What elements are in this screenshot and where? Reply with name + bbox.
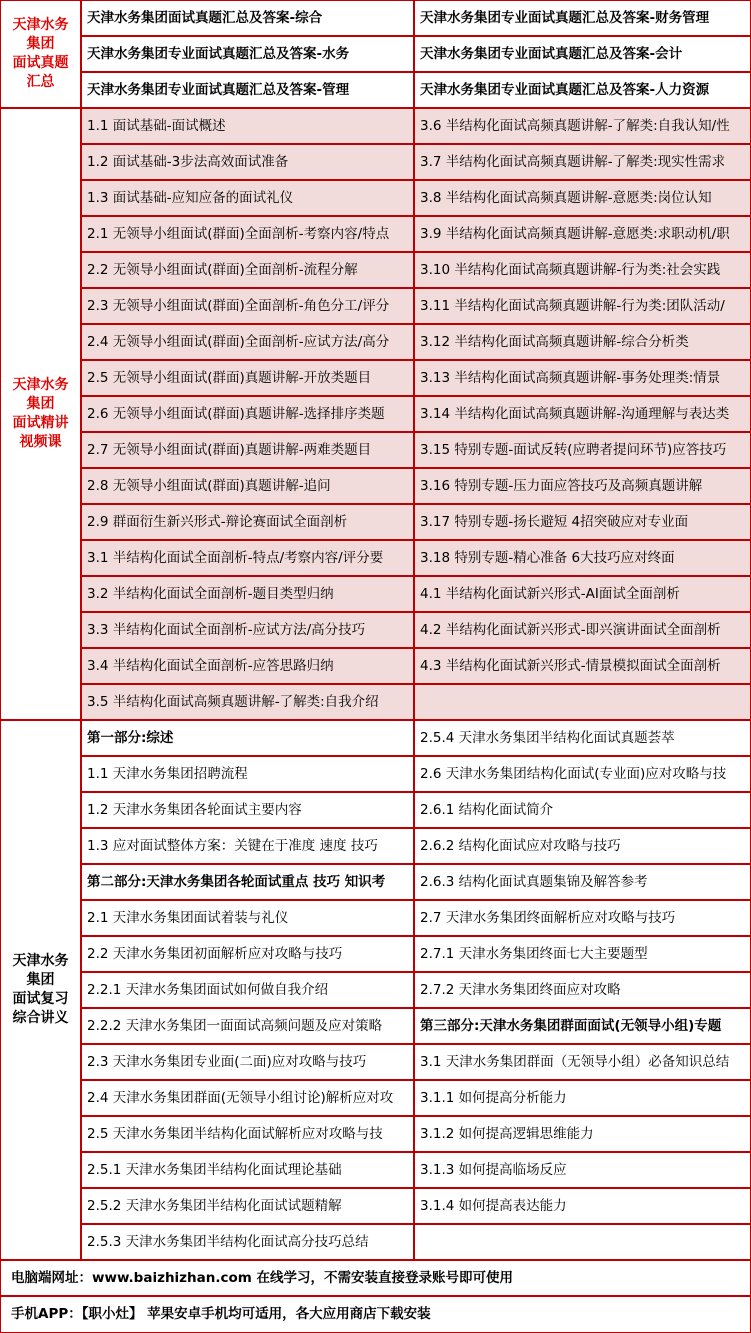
videos-right-item: 3.6 半结构化面试高频真题讲解-了解类:自我认知/性 bbox=[414, 108, 751, 144]
videos-left-item: 2.7 无领导小组面试(群面)真题讲解-两难类题目 bbox=[81, 432, 414, 468]
review-right-item: 3.1.4 如何提高表达能力 bbox=[414, 1188, 751, 1224]
videos-right-item: 3.13 半结构化面试高频真题讲解-事务处理类:情景 bbox=[414, 360, 751, 396]
videos-right-item: 3.16 特别专题-压力面应答技巧及高频真题讲解 bbox=[414, 468, 751, 504]
review-left-item: 1.1 天津水务集团招聘流程 bbox=[81, 756, 414, 792]
videos-right-item bbox=[414, 684, 751, 720]
review-left-item: 2.3 天津水务集团专业面(二面)应对攻略与技巧 bbox=[81, 1044, 414, 1080]
exams-right-item: 天津水务集团专业面试真题汇总及答案-财务管理 bbox=[414, 0, 751, 36]
exams-right-item: 天津水务集团专业面试真题汇总及答案-会计 bbox=[414, 36, 751, 72]
videos-right-item: 3.8 半结构化面试高频真题讲解-意愿类:岗位认知 bbox=[414, 180, 751, 216]
review-left-item: 2.5 天津水务集团半结构化面试解析应对攻略与技 bbox=[81, 1116, 414, 1152]
review-left-item: 1.3 应对面试整体方案：关键在于准度 速度 技巧 bbox=[81, 828, 414, 864]
review-left-item: 2.2 天津水务集团初面解析应对攻略与技巧 bbox=[81, 936, 414, 972]
footer-website: 电脑端网址：www.baizhizhan.com 在线学习，不需安装直接登录账号即可使用 bbox=[0, 1260, 751, 1296]
review-right-item bbox=[414, 1224, 751, 1260]
review-right-item: 第三部分:天津水务集团群面面试(无领导小组)专题 bbox=[414, 1008, 751, 1044]
review-left-item: 2.5.3 天津水务集团半结构化面试高分技巧总结 bbox=[81, 1224, 414, 1260]
review-left-item: 第一部分:综述 bbox=[81, 720, 414, 756]
videos-right-item: 3.10 半结构化面试高频真题讲解-行为类:社会实践 bbox=[414, 252, 751, 288]
videos-left-item: 3.4 半结构化面试全面剖析-应答思路归纳 bbox=[81, 648, 414, 684]
videos-left-item: 2.3 无领导小组面试(群面)全面剖析-角色分工/评分 bbox=[81, 288, 414, 324]
footer-app: 手机APP：【职小灶】 苹果安卓手机均可适用，各大应用商店下载安装 bbox=[0, 1296, 751, 1333]
review-right-item: 2.7 天津水务集团终面解析应对攻略与技巧 bbox=[414, 900, 751, 936]
review-right-item: 2.7.1 天津水务集团终面七大主要题型 bbox=[414, 936, 751, 972]
videos-left-item: 2.1 无领导小组面试(群面)全面剖析-考察内容/特点 bbox=[81, 216, 414, 252]
videos-left-item: 3.5 半结构化面试高频真题讲解-了解类:自我介绍 bbox=[81, 684, 414, 720]
videos-left-item: 1.2 面试基础-3步法高效面试准备 bbox=[81, 144, 414, 180]
category-review: 天津水务 集团 面试复习 综合讲义 bbox=[0, 720, 81, 1260]
exams-left-item: 天津水务集团专业面试真题汇总及答案-管理 bbox=[81, 72, 414, 108]
exams-left-item: 天津水务集团专业面试真题汇总及答案-水务 bbox=[81, 36, 414, 72]
videos-left-item: 3.3 半结构化面试全面剖析-应试方法/高分技巧 bbox=[81, 612, 414, 648]
review-right-item: 2.6.1 结构化面试简介 bbox=[414, 792, 751, 828]
videos-right-item: 3.17 特别专题-扬长避短 4招突破应对专业面 bbox=[414, 504, 751, 540]
review-right-item: 3.1.2 如何提高逻辑思维能力 bbox=[414, 1116, 751, 1152]
videos-left-item: 2.4 无领导小组面试(群面)全面剖析-应试方法/高分 bbox=[81, 324, 414, 360]
category-videos: 天津水务 集团 面试精讲 视频课 bbox=[0, 108, 81, 720]
review-right-item: 3.1.1 如何提高分析能力 bbox=[414, 1080, 751, 1116]
review-left-item: 1.2 天津水务集团各轮面试主要内容 bbox=[81, 792, 414, 828]
review-left-item: 2.5.1 天津水务集团半结构化面试理论基础 bbox=[81, 1152, 414, 1188]
videos-left-item: 2.2 无领导小组面试(群面)全面剖析-流程分解 bbox=[81, 252, 414, 288]
review-left-item: 2.4 天津水务集团群面(无领导小组讨论)解析应对攻 bbox=[81, 1080, 414, 1116]
videos-right-item: 3.12 半结构化面试高频真题讲解-综合分析类 bbox=[414, 324, 751, 360]
videos-right-item: 3.14 半结构化面试高频真题讲解-沟通理解与表达类 bbox=[414, 396, 751, 432]
videos-right-item: 3.18 特别专题-精心准备 6大技巧应对终面 bbox=[414, 540, 751, 576]
videos-left-item: 1.1 面试基础-面试概述 bbox=[81, 108, 414, 144]
videos-left-item: 2.9 群面衍生新兴形式-辩论赛面试全面剖析 bbox=[81, 504, 414, 540]
review-right-item: 2.5.4 天津水务集团半结构化面试真题荟萃 bbox=[414, 720, 751, 756]
videos-right-item: 4.1 半结构化面试新兴形式-AI面试全面剖析 bbox=[414, 576, 751, 612]
category-exams: 天津水务 集团 面试真题 汇总 bbox=[0, 0, 81, 108]
exams-right-item: 天津水务集团专业面试真题汇总及答案-人力资源 bbox=[414, 72, 751, 108]
review-right-item: 3.1 天津水务集团群面（无领导小组）必备知识总结 bbox=[414, 1044, 751, 1080]
review-right-item: 2.6.2 结构化面试应对攻略与技巧 bbox=[414, 828, 751, 864]
videos-left-item: 2.5 无领导小组面试(群面)真题讲解-开放类题目 bbox=[81, 360, 414, 396]
review-left-item: 2.2.2 天津水务集团一面面试高频问题及应对策略 bbox=[81, 1008, 414, 1044]
review-right-item: 2.6 天津水务集团结构化面试(专业面)应对攻略与技 bbox=[414, 756, 751, 792]
videos-right-item: 4.3 半结构化面试新兴形式-情景模拟面试全面剖析 bbox=[414, 648, 751, 684]
review-left-item: 2.5.2 天津水务集团半结构化面试试题精解 bbox=[81, 1188, 414, 1224]
videos-right-item: 4.2 半结构化面试新兴形式-即兴演讲面试全面剖析 bbox=[414, 612, 751, 648]
videos-left-item: 2.6 无领导小组面试(群面)真题讲解-选择排序类题 bbox=[81, 396, 414, 432]
review-right-item: 3.1.3 如何提高临场反应 bbox=[414, 1152, 751, 1188]
videos-left-item: 3.1 半结构化面试全面剖析-特点/考察内容/评分要 bbox=[81, 540, 414, 576]
videos-right-item: 3.7 半结构化面试高频真题讲解-了解类:现实性需求 bbox=[414, 144, 751, 180]
exams-left-item: 天津水务集团面试真题汇总及答案-综合 bbox=[81, 0, 414, 36]
videos-right-item: 3.15 特别专题-面试反转(应聘者提问环节)应答技巧 bbox=[414, 432, 751, 468]
review-right-item: 2.7.2 天津水务集团终面应对攻略 bbox=[414, 972, 751, 1008]
videos-left-item: 3.2 半结构化面试全面剖析-题目类型归纳 bbox=[81, 576, 414, 612]
videos-right-item: 3.9 半结构化面试高频真题讲解-意愿类:求职动机/职 bbox=[414, 216, 751, 252]
review-left-item: 2.2.1 天津水务集团面试如何做自我介绍 bbox=[81, 972, 414, 1008]
review-right-item: 2.6.3 结构化面试真题集锦及解答参考 bbox=[414, 864, 751, 900]
videos-left-item: 1.3 面试基础-应知应备的面试礼仪 bbox=[81, 180, 414, 216]
review-left-item: 2.1 天津水务集团面试着装与礼仪 bbox=[81, 900, 414, 936]
videos-left-item: 2.8 无领导小组面试(群面)真题讲解-追问 bbox=[81, 468, 414, 504]
videos-right-item: 3.11 半结构化面试高频真题讲解-行为类:团队活动/ bbox=[414, 288, 751, 324]
review-left-item: 第二部分:天津水务集团各轮面试重点 技巧 知识考 bbox=[81, 864, 414, 900]
